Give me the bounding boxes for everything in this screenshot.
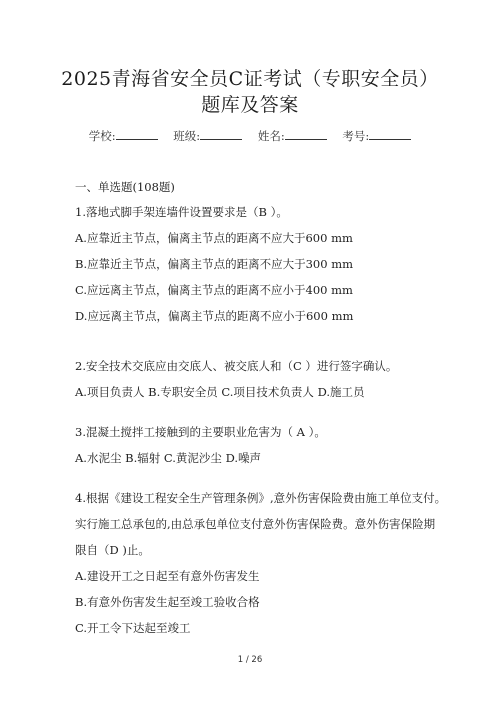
name-blank xyxy=(285,128,327,140)
question-3-stem: 3.混凝土搅拌工接触到的主要职业危害为（ A ）。 xyxy=(75,425,326,439)
exam-number-blank xyxy=(369,128,411,140)
question-2-stem: 2.安全技术交底应由交底人、被交底人和（C ）进行签字确认。 xyxy=(75,359,398,373)
question-4-option-a: A.建设开工之日起至有意外伤害发生 xyxy=(75,569,260,583)
page-number: 1 / 26 xyxy=(237,655,263,665)
question-1-stem: 1.落地式脚手架连墙件设置要求是（B ）。 xyxy=(75,205,288,219)
school-blank xyxy=(116,128,158,140)
name-label: 姓名: xyxy=(257,129,285,143)
student-info-row xyxy=(0,128,500,144)
question-1-option-d: D.应远离主节点，偏离主节点的距离不应小于600 mm xyxy=(75,309,354,323)
question-4-stem-line-1: 4.根据《建设工程安全生产管理条例》,意外伤害保险费由施工单位支付。 xyxy=(75,491,447,505)
exam-number-label: 考号: xyxy=(342,129,370,143)
question-1-option-c: C.应远离主节点，偏离主节点的距离不应小于400 mm xyxy=(75,283,353,297)
question-4-stem-line-3: 限自（D )止。 xyxy=(75,543,150,557)
question-4-option-b: B.有意外伤害发生起至竣工验收合格 xyxy=(75,595,260,609)
question-3-options: A.水泥尘 B.辐射 C.黄泥沙尘 D.噪声 xyxy=(75,451,262,465)
question-4-option-c: C.开工令下达起至竣工 xyxy=(75,621,191,635)
question-2-options: A.项目负责人 B.专职安全员 C.项目技术负责人 D.施工员 xyxy=(75,385,365,399)
school-label: 学校: xyxy=(88,129,116,143)
document-title-line-2: 题库及答案 xyxy=(201,94,299,116)
question-1-option-b: B.应靠近主节点，偏离主节点的距离不应大于300 mm xyxy=(75,257,354,271)
section-heading: 一、单选题(108题) xyxy=(75,180,175,194)
question-4-stem-line-2: 实行施工总承包的,由总承包单位支付意外伤害保险费。意外伤害保险期 xyxy=(75,517,436,531)
class-blank xyxy=(200,128,242,140)
class-label: 班级: xyxy=(173,129,201,143)
question-1-option-a: A.应靠近主节点，偏离主节点的距离不应大于600 mm xyxy=(75,231,353,245)
document-title-line-1: 2025青海省安全员C证考试（专职安全员） xyxy=(61,68,439,90)
